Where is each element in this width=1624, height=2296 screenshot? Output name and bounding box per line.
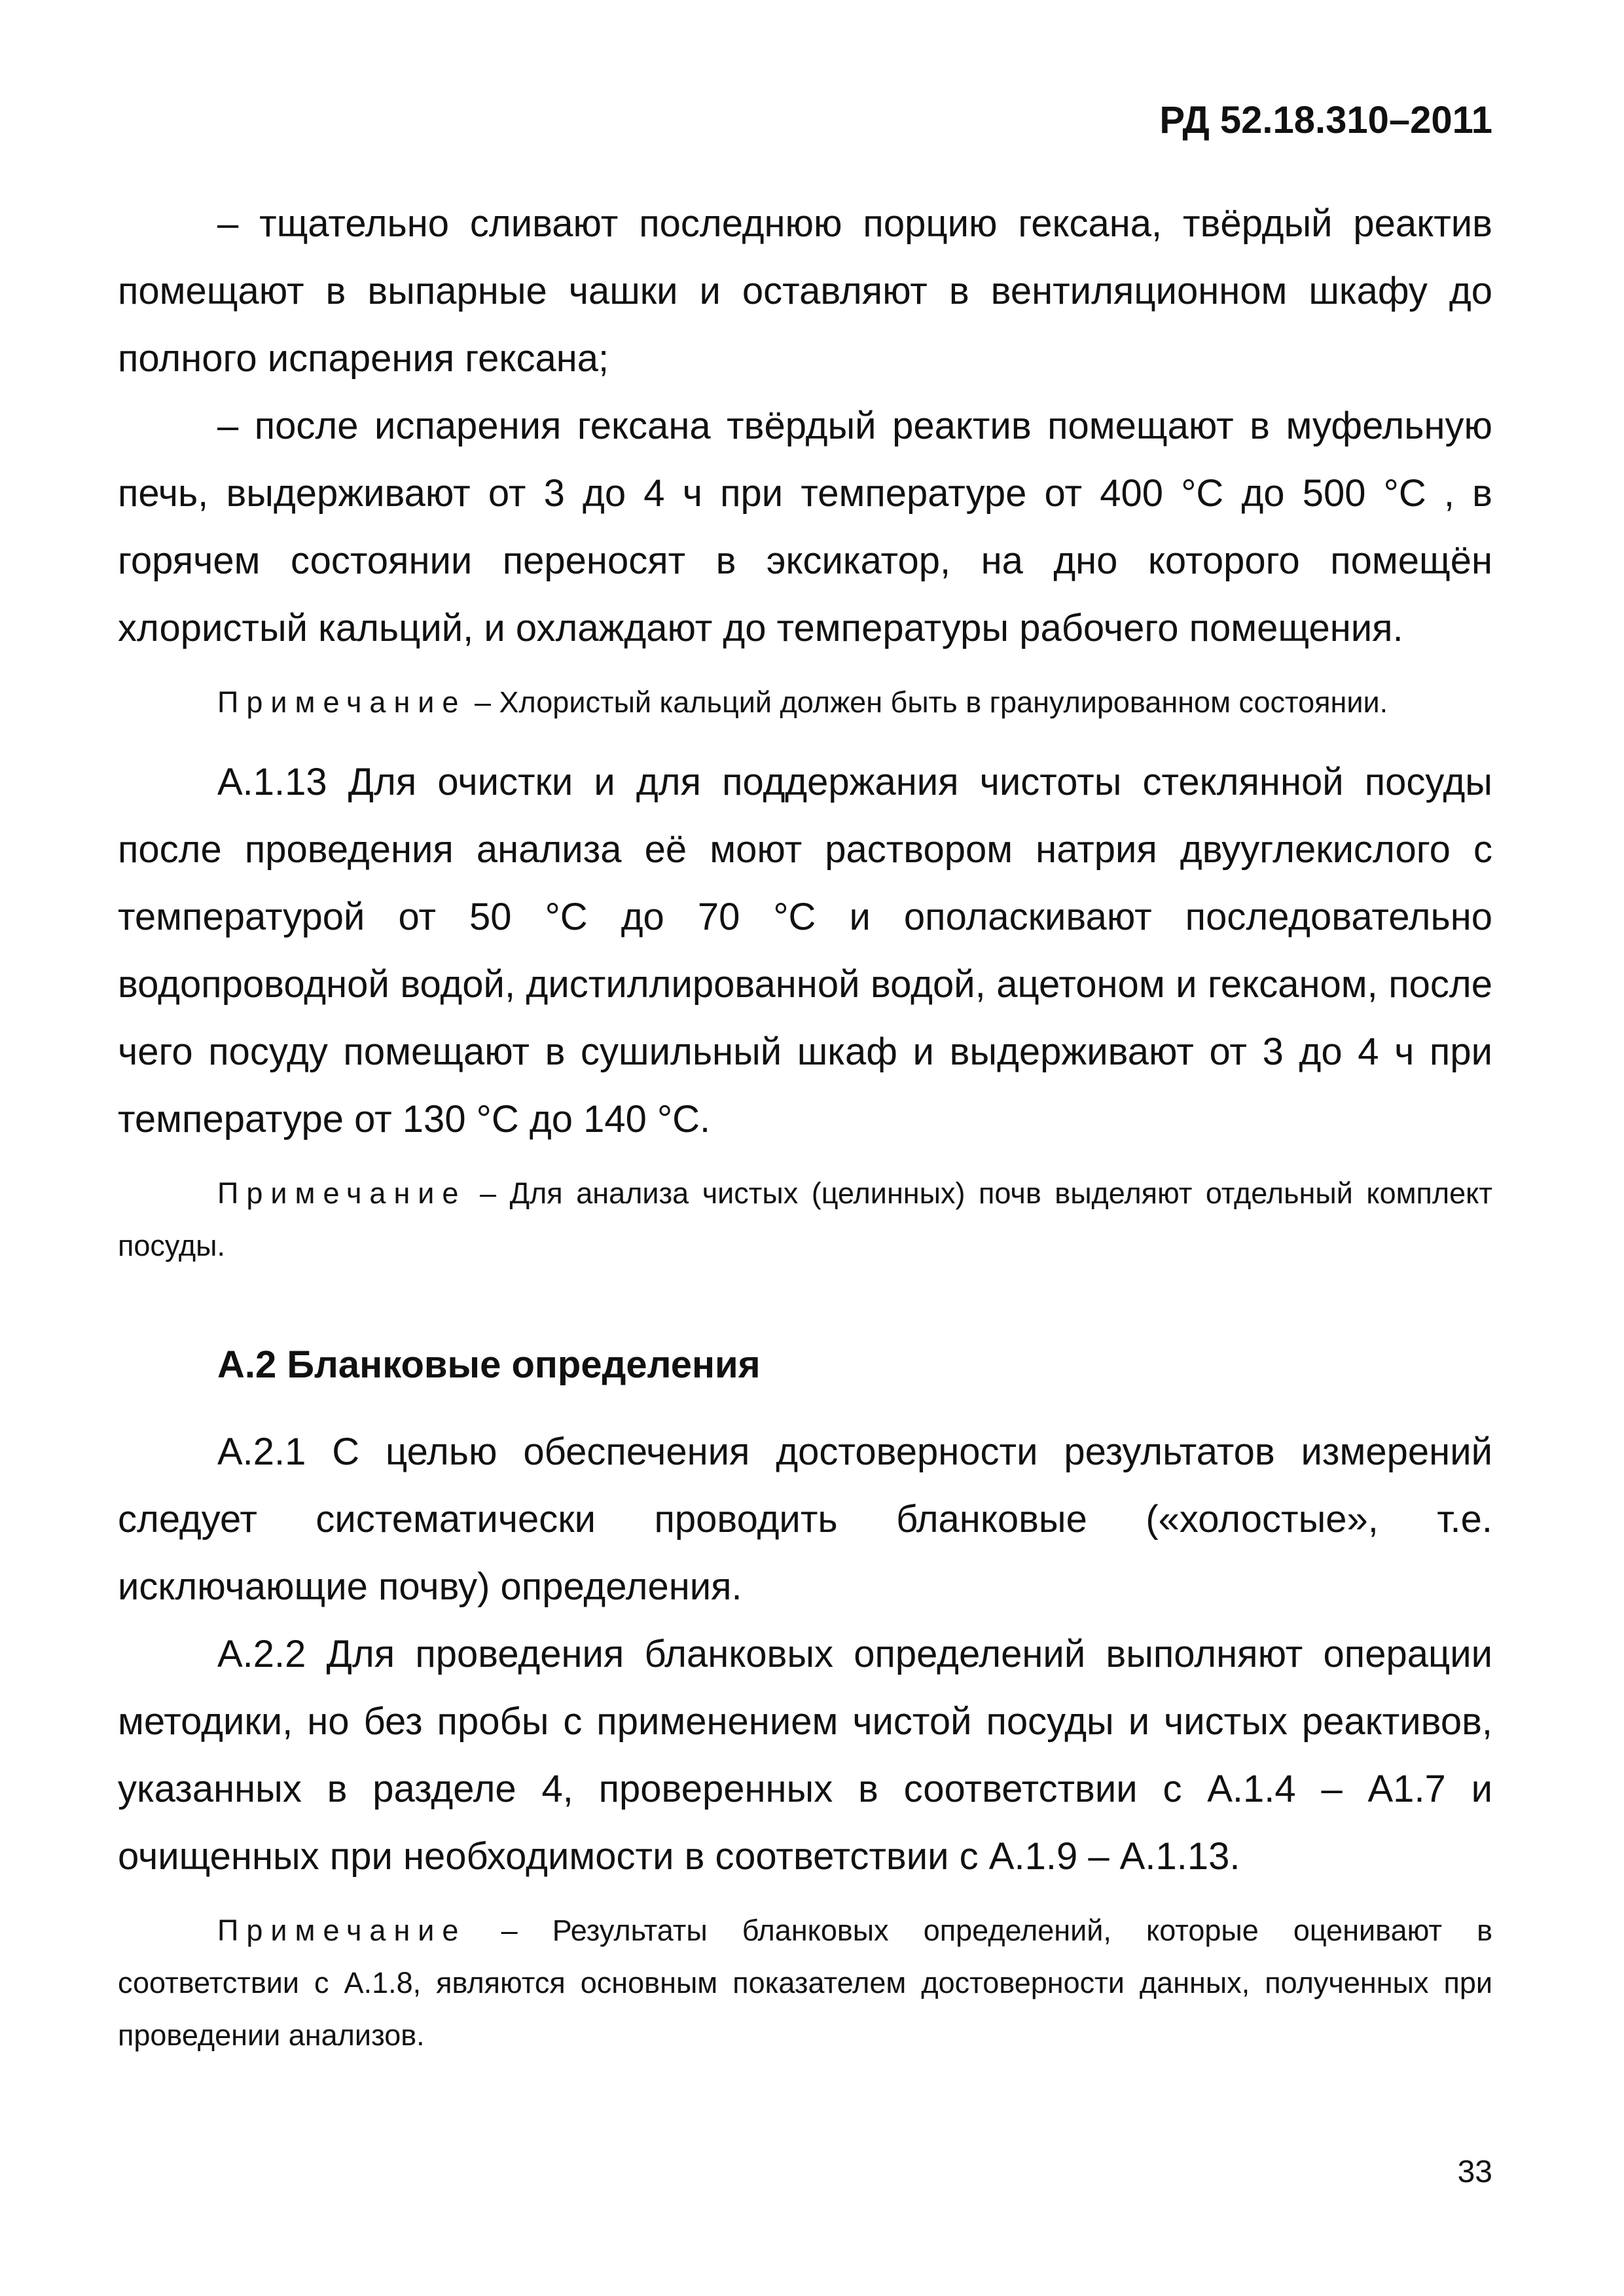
note-text: – Результаты бланковых определений, которые оценивают в соответствии с А.1.8, являются основным показателем достоверности данных, полученных при проведении анализов. [118,1914,1492,2052]
note-clean-soils [118,1167,1492,1272]
note-text: – Для анализа чистых (целинных) почв выделяют отдельный комплект посуды. [118,1176,1492,1262]
note-calcium-chloride [118,676,1492,729]
section-heading-a2: А.2 Бланковые определения [217,1343,761,1386]
note-label: Примечание [217,1914,467,1947]
paragraph-decant-hexane: – тщательно сливают последнюю порцию гексана, твёрдый реактив помещают в выпарные чашки и оставляют в вентиляционном шкафу до полного испарения гексана; [118,202,1492,380]
paragraph-a-2-2: А.2.2 Для проведения бланковых определений выполняют операции методики, но без пробы с применением чистой посуды и чистых реактивов, указанных в разделе 4, проверенных в соответствии с А.1.4 – А1.7 и очищенных при необходимости в соответствии с А.1.9 – А.1.13. [118,1633,1492,1878]
paragraph-a-1-13: А.1.13 Для очистки и для поддержания чистоты стеклянной посуды после проведения анализа её моют раствором натрия двууглекислого с температурой от 50 °С до 70 °С и ополаскивают последовательно водопроводной водой, дистиллированной водой, ацетоном и гексаном, после чего посуду помещают в сушильный шкаф и выдерживают от 3 до 4 ч при температуре от 130 °С до 140 °С. [118,761,1492,1140]
paragraph-a-2-1: А.2.1 С целью обеспечения достоверности результатов измерений следует систематически проводить бланковые («холостые», т.е. исключающие почву) определения. [118,1430,1492,1608]
document-page [118,0,1492,2296]
page-body [118,190,1492,2062]
note-label: Примечание [217,1176,467,1210]
page-number: 33 [1457,2155,1492,2189]
note-blank-results [118,1904,1492,2062]
paragraph-muffle-furnace: – после испарения гексана твёрдый реактив помещают в муфельную печь, выдерживают от 3 до 4 ч при температуре от 400 °С до 500 °С , в горячем состоянии переносят в эксикатор, на дно которого помещён хлористый кальций, и охлаждают до температуры рабочего помещения. [118,405,1492,649]
note-text: – Хлористый кальций должен быть в гранулированном состоянии. [466,685,1388,719]
document-code: РД 52.18.310–2011 [1159,99,1492,141]
note-label: Примечание [217,685,467,719]
